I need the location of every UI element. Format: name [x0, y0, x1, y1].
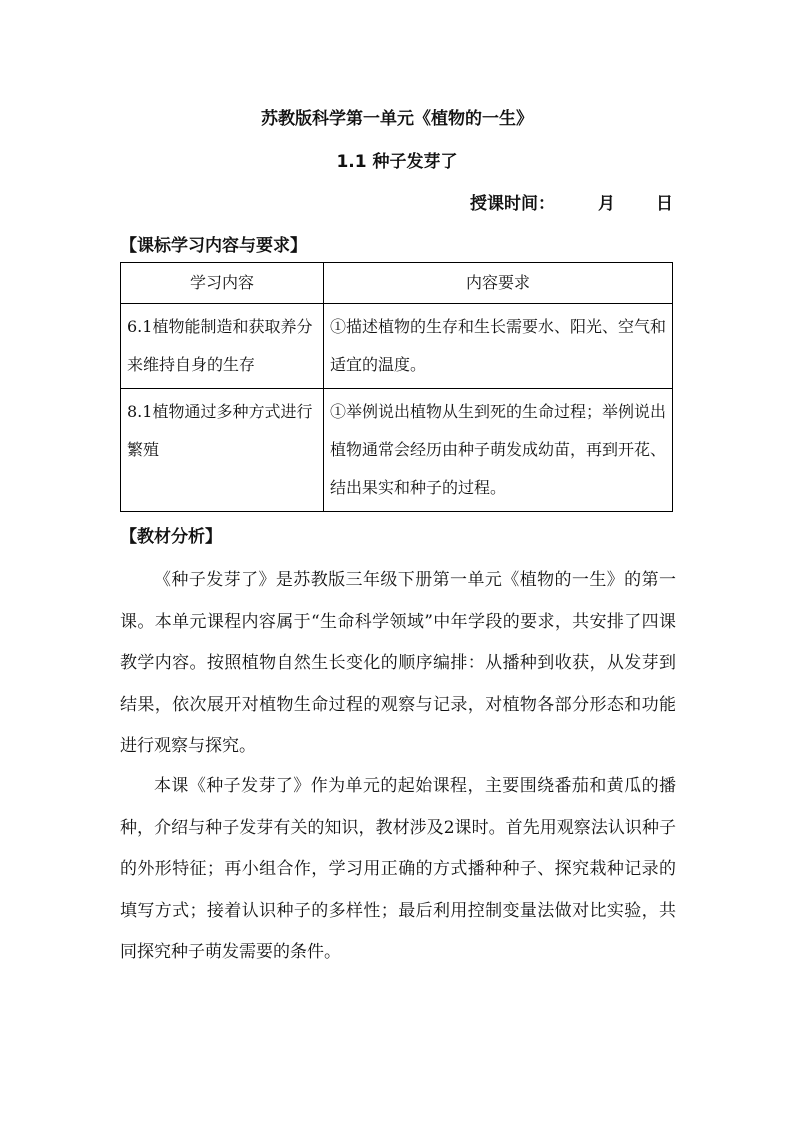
- table-cell-content: 6.1植物能制造和获取养分来维持自身的生存: [121, 304, 324, 389]
- standards-table: [120, 262, 673, 512]
- analysis-paragraph: 《种子发芽了》是苏教版三年级下册第一单元《植物的一生》的第一课。本单元课程内容属于“生命科学领域”中年学段的要求，共安排了四课教学内容。按照植物自然生长变化的顺序编排：从播种到收获，从发芽到结果，依次展开对植物生命过程的观察与记录，对植物各部分形态和功能进行观察与探究。: [120, 570, 676, 756]
- table-cell-content: 8.1植物通过多种方式进行繁殖: [121, 389, 324, 512]
- table-row: [121, 389, 673, 512]
- month-label: 月: [598, 194, 615, 214]
- table-cell-requirement: ①举例说出植物从生到死的生命过程；举例说出植物通常会经历由种子萌发成幼苗，再到开花、结出果实和种子的过程。: [324, 389, 673, 512]
- table-row: [121, 304, 673, 389]
- table-header-row: [121, 263, 673, 304]
- analysis-paragraph: 本课《种子发芽了》作为单元的起始课程，主要围绕番茄和黄瓜的播种，介绍与种子发芽有关的知识，教材涉及2课时。首先用观察法认识种子的外形特征；再小组合作，学习用正确的方式播种种子、探究栽种记录的填写方式；接着认识种子的多样性；最后利用控制变量法做对比实验，共同探究种子萌发需要的条件。: [120, 776, 676, 962]
- analysis-heading: 【教材分析】: [120, 527, 222, 547]
- day-label: 日: [656, 194, 673, 214]
- column-header: 学习内容: [121, 263, 324, 304]
- lesson-title: 1.1 种子发芽了: [336, 152, 458, 172]
- standards-heading: 【课标学习内容与要求】: [120, 236, 307, 256]
- date-label: 授课时间：: [470, 194, 555, 214]
- document-title: 苏教版科学第一单元《植物的一生》: [261, 109, 533, 129]
- table-cell-requirement: ①描述植物的生存和生长需要水、阳光、空气和适宜的温度。: [324, 304, 673, 389]
- column-header: 内容要求: [324, 263, 673, 304]
